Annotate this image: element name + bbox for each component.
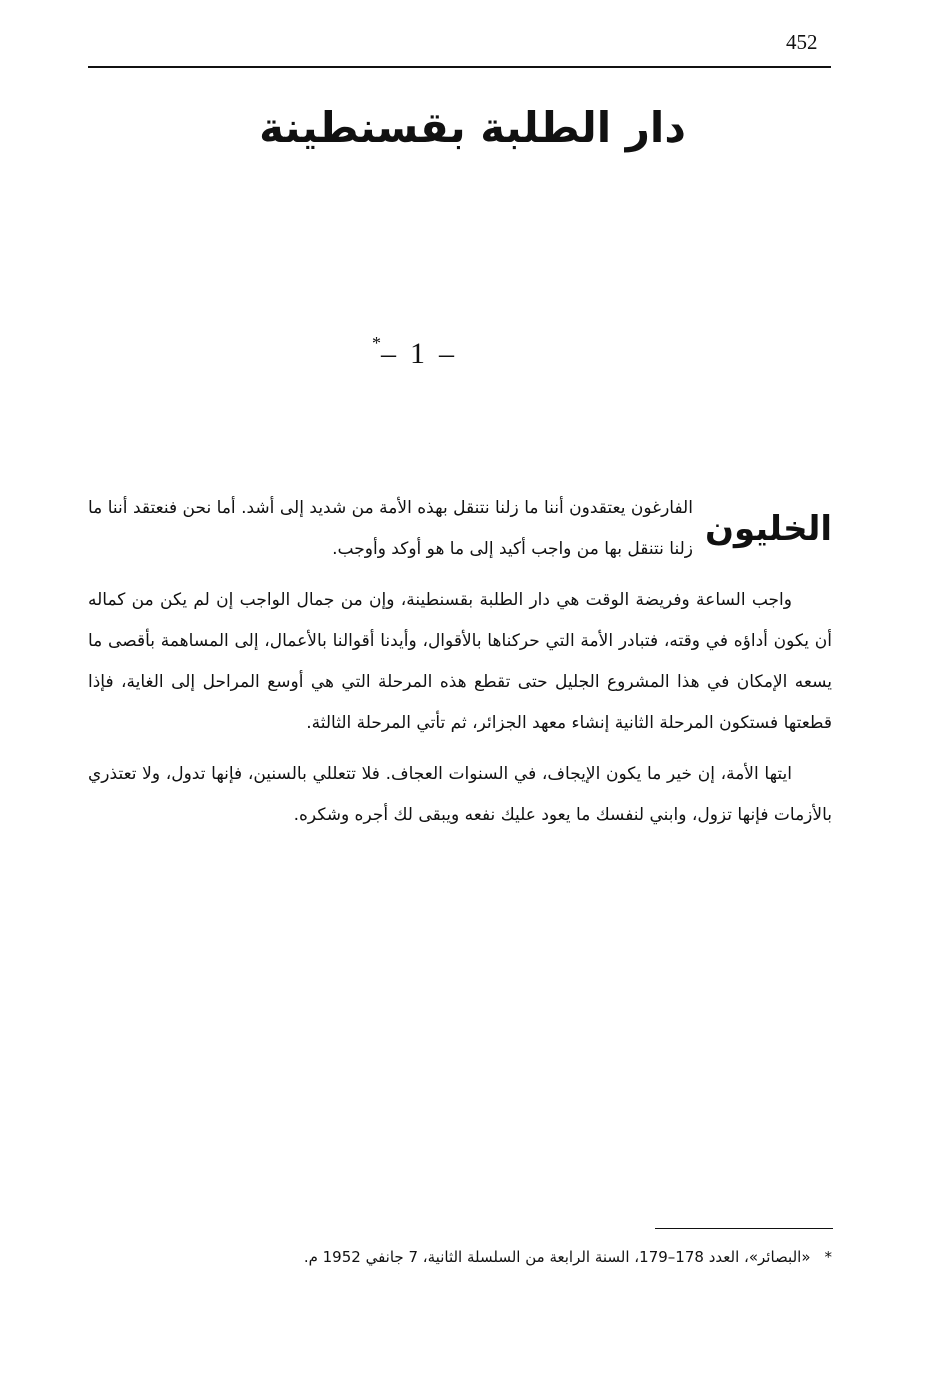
page-number: 452 <box>786 30 818 54</box>
section-footnote-mark: * <box>372 333 381 353</box>
paragraph-3: ايتها الأمة، إن خير ما يكون الإيجاف، في السنوات العجاف. فلا تتعللي بالسنين، فإنها تدول، ولا تعتذري بالأزمات فإنها تزول، وابني لنفسك ما يعود عليك نفعه ويبقى لك أجره وشكره. <box>88 764 832 825</box>
header-rule <box>88 66 831 68</box>
footnote-rule <box>655 1228 833 1229</box>
section-number: 1 <box>410 337 425 370</box>
footnote-mark: * <box>824 1248 832 1266</box>
paragraph-1-text: الفارغون يعتقدون أننا ما زلنا نتنقل بهذه الأمة من شديد إلى أشد. أما نحن فنعتقد أننا ما زلنا نتنقل بها من واجب أكيد إلى ما هو أوكد وأوجب. <box>88 498 693 559</box>
article-body <box>88 488 832 846</box>
paragraph-2: واجب الساعة وفريضة الوقت هي دار الطلبة بقسنطينة، وإن من جمال الواجب إن لم يكن من كماله أن يكون أداؤه في وقته، فتبادر الأمة التي حركناها بالأقوال، وأيدنا أقوالنا بالأعمال، إلى المساهمة بأقصى ما يسعه الإمكان في هذا المشروع الجليل حتى تقطع هذه المرحلة التي هي أوسع المراحل إلى الغاية، فإذا قطعتها فستكون المرحلة الثانية إنشاء معهد الجزائر، ثم تأتي المرحلة الثالثة. <box>88 590 832 733</box>
page-title: دار الطلبة بقسنطينة <box>259 103 686 152</box>
section-dash-left: – <box>381 337 396 370</box>
footnote <box>88 1244 832 1270</box>
section-dash-right: – <box>439 337 454 370</box>
drop-word: الخليون <box>704 509 832 549</box>
section-marker <box>372 333 572 371</box>
footnote-text: «البصائر»، العدد 178–179، السنة الرابعة من السلسلة الثانية، 7 جانفي 1952 م. <box>303 1248 811 1266</box>
paragraph-1 <box>88 488 832 570</box>
